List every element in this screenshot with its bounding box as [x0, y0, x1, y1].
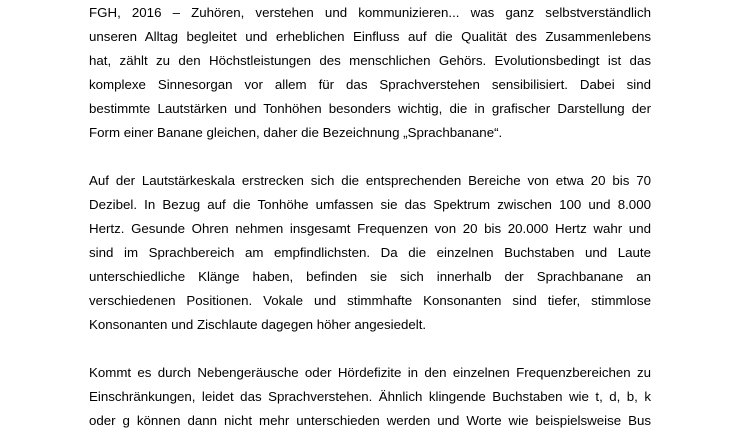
text-line: bestimmte Lautstärken und Tonhöhen besonders wichtig, die in grafischer Darstellung der — [89, 101, 651, 116]
text-line: Kommt es durch Nebengeräusche oder Hördefizite in den einzelnen Frequenzbereichen zu — [89, 365, 651, 380]
text-line: Auf der Lautstärkeskala erstrecken sich die entsprechenden Bereiche von etwa 20 bis 70 — [89, 173, 651, 188]
text-line: sind im Sprachbereich am empfindlichsten. Da die einzelnen Buchstaben und Laute — [89, 245, 651, 260]
text-line: komplexe Sinnesorgan vor allem für das Sprachverstehen sensibilisiert. Dabei sind — [89, 77, 651, 92]
paragraph-volume-pitch — [89, 169, 651, 337]
text-line: Hertz. Gesunde Ohren nehmen insgesamt Frequenzen von 20 bis 20.000 Hertz wahr und — [89, 221, 651, 236]
text-line: Einschränkungen, leidet das Sprachverstehen. Ähnlich klingende Buchstaben wie t, d, b, k — [89, 389, 651, 404]
text-line: Form einer Banane gleichen, daher die Bezeichnung „Sprachbanane“. — [89, 125, 503, 140]
text-line: FGH, 2016 – Zuhören, verstehen und kommunizieren... was ganz selbstverständlich — [89, 5, 651, 20]
paragraph-intro — [89, 1, 651, 145]
text-line: oder g können dann nicht mehr unterschieden werden und Worte wie beispielsweise Bus — [89, 413, 651, 428]
text-line: hat, zählt zu den Höchstleistungen des menschlichen Gehörs. Evolutionsbedingt ist das — [89, 53, 651, 68]
text-line: verschiedenen Positionen. Vokale und stimmhafte Konsonanten sind tiefer, stimmlose — [89, 293, 651, 308]
paragraph-impairment — [89, 361, 651, 433]
text-line: Konsonanten und Zischlaute dagegen höher angesiedelt. — [89, 317, 427, 332]
text-line: unterschiedliche Klänge haben, befinden sie sich innerhalb der Sprachbanane an — [89, 269, 651, 284]
text-line: unseren Alltag begleitet und erheblichen Einfluss auf die Qualität des Zusammenlebens — [89, 29, 651, 44]
text-line: Dezibel. In Bezug auf die Tonhöhe umfassen sie das Spektrum zwischen 100 und 8.000 — [89, 197, 651, 212]
